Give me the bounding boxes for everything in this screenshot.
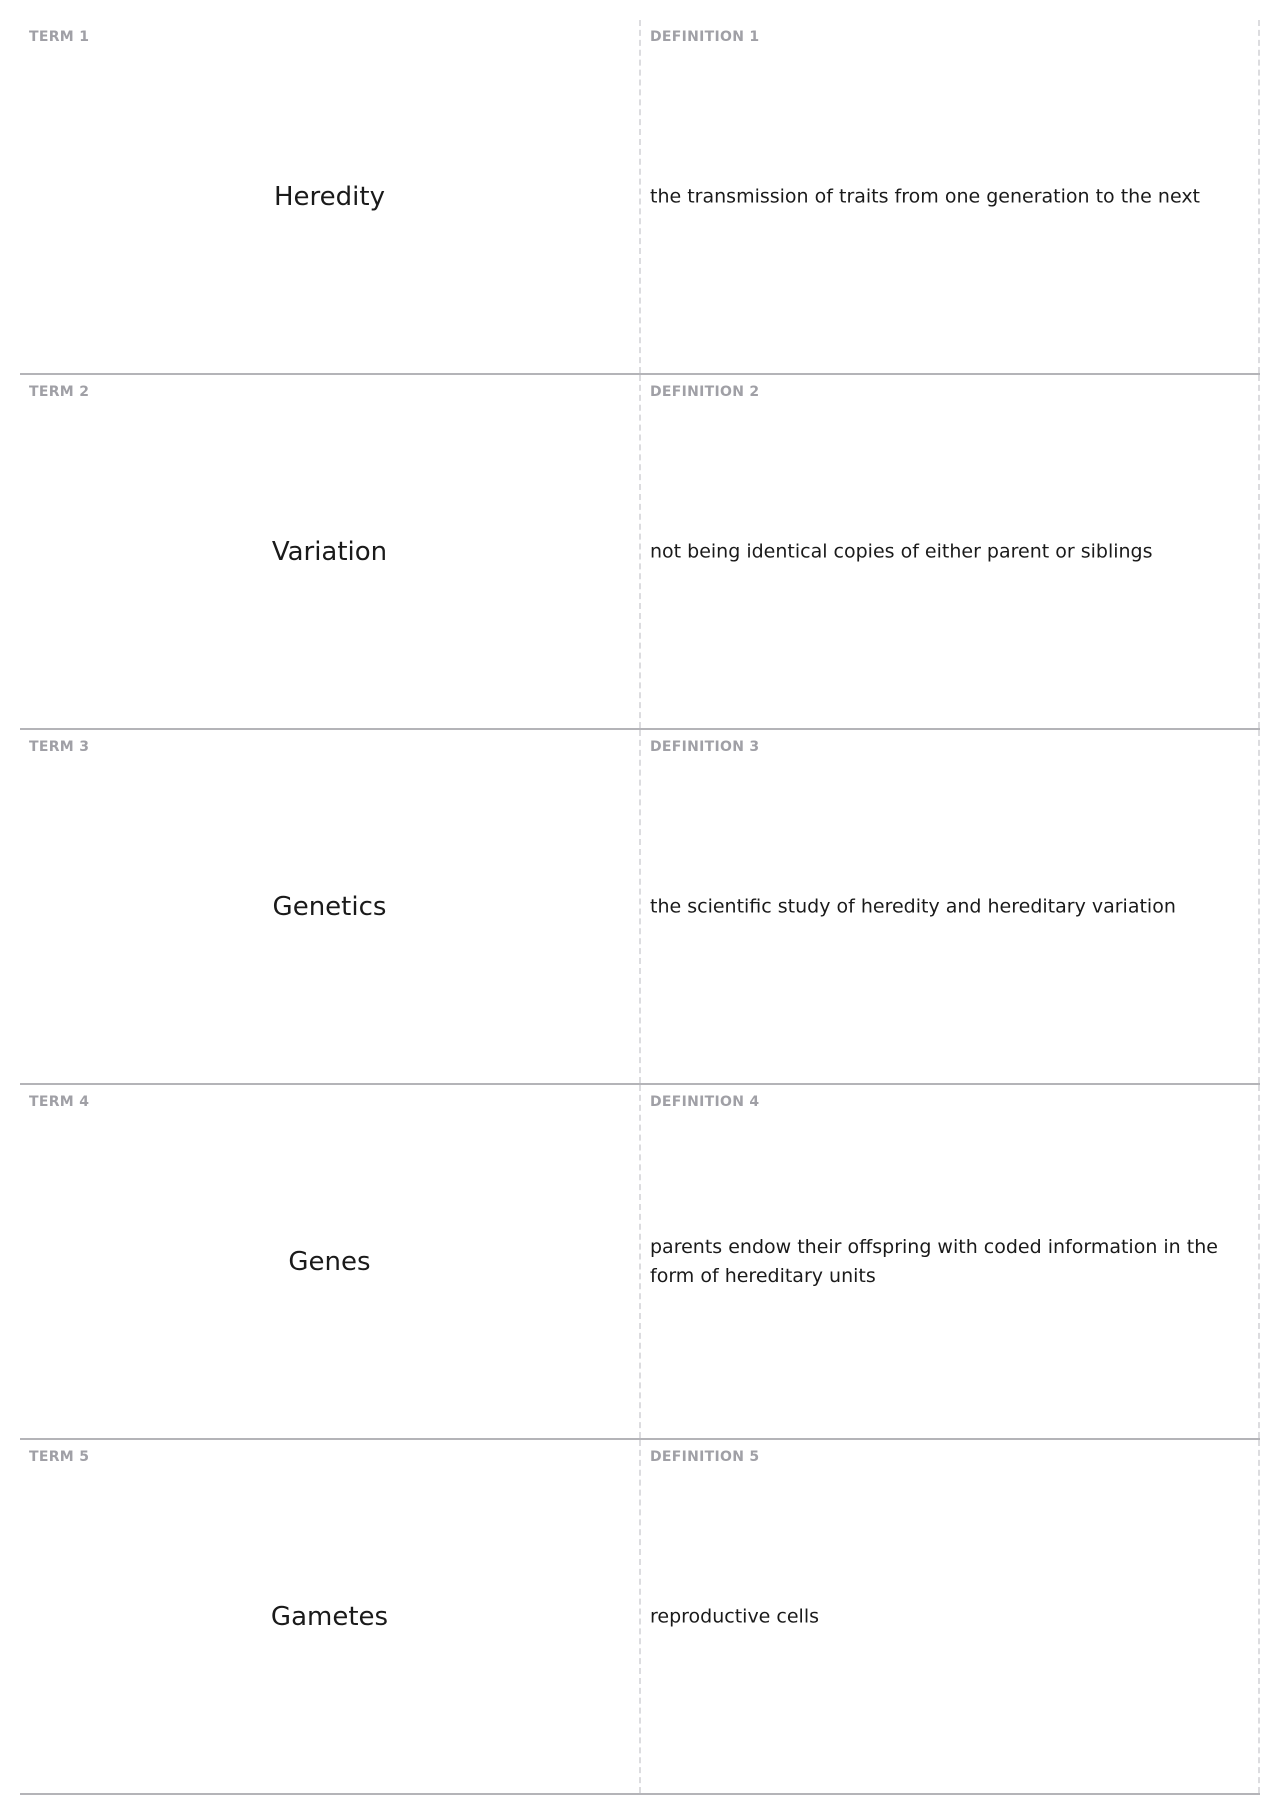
term-label: TERM 2: [29, 384, 90, 400]
term-label: TERM 3: [29, 739, 90, 755]
flashcard-row: [20, 1440, 1260, 1795]
flashcard-row: [20, 375, 1260, 730]
term-text: Genes: [288, 1246, 371, 1277]
definition-text: the scientific study of heredity and hereditary variation: [650, 895, 1176, 917]
definition-text: parents endow their offspring with coded information in the form of hereditary units: [650, 1235, 1218, 1287]
term-cell: [20, 730, 641, 1083]
definition-cell: [641, 1440, 1260, 1793]
definition-cell: [641, 20, 1260, 373]
flashcard-row: [20, 1085, 1260, 1440]
term-cell: [20, 1085, 641, 1438]
definition-text: not being identical copies of either parent or siblings: [650, 540, 1153, 562]
flashcard-row: [20, 20, 1260, 375]
definition-label: DEFINITION 3: [650, 739, 760, 755]
definition-text: the transmission of traits from one generation to the next: [650, 185, 1201, 207]
definition-cell: [641, 730, 1260, 1083]
term-cell: [20, 20, 641, 373]
term-text: Heredity: [274, 181, 385, 212]
flashcard-sheet: [20, 20, 1260, 1795]
term-text: Variation: [271, 536, 388, 567]
term-text: Gametes: [270, 1601, 389, 1632]
definition-text: reproductive cells: [650, 1605, 820, 1627]
term-label: TERM 5: [29, 1449, 90, 1465]
term-label: TERM 4: [29, 1094, 90, 1110]
definition-cell: [641, 1085, 1260, 1438]
definition-label: DEFINITION 5: [650, 1449, 760, 1465]
term-label: TERM 1: [29, 29, 90, 45]
definition-label: DEFINITION 1: [650, 29, 760, 45]
definition-cell: [641, 375, 1260, 728]
definition-label: DEFINITION 4: [650, 1094, 760, 1110]
term-text: Genetics: [272, 891, 387, 922]
definition-label: DEFINITION 2: [650, 384, 760, 400]
term-cell: [20, 375, 641, 728]
term-cell: [20, 1440, 641, 1793]
flashcard-row: [20, 730, 1260, 1085]
